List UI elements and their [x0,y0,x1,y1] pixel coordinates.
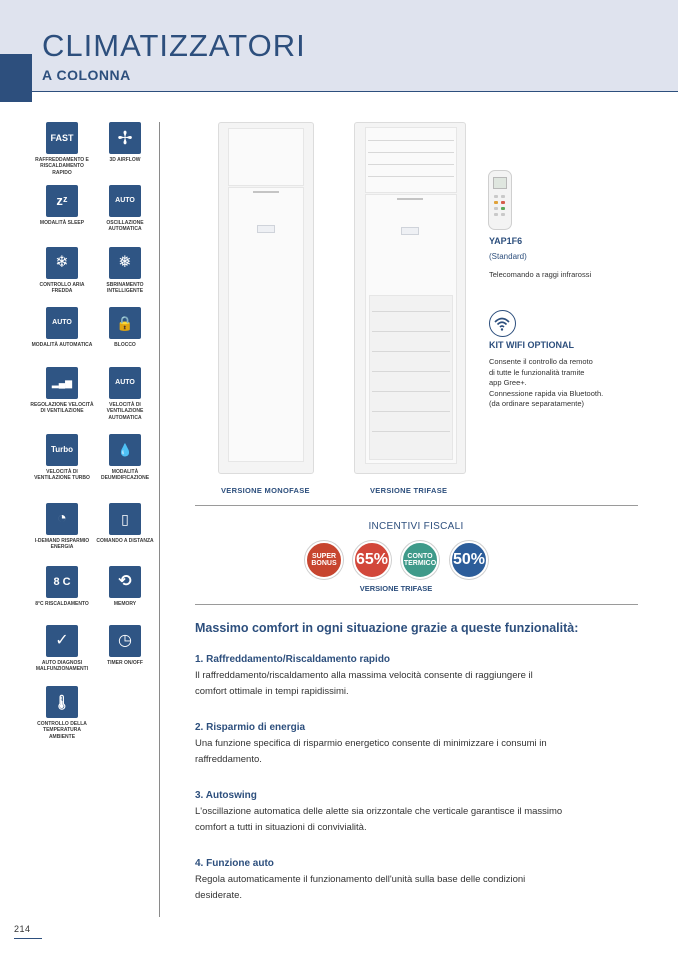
function-title: 3. Autoswing [195,790,257,801]
function-title: 2. Risparmio di energia [195,722,306,733]
fan-speed-icon: ▂▄▆ [46,367,78,399]
header-divider [32,91,678,92]
function-text-line: Regola automaticamente il funzionamento dell'unità sulla base delle condizioni [195,874,526,885]
feature-label: 8°C RISCALDAMENTO [35,601,89,607]
remote-screen [493,177,507,189]
badge-50-percent: 50% [450,541,488,579]
wifi-desc-line: app Gree+. [489,378,527,387]
functions-heading: Massimo comfort in ogni situazione grazie a queste funzionalità: [195,621,579,635]
badge-65-percent: 65% [353,541,391,579]
feature-label: VELOCITÀ DI VENTILAZIONE TURBO [34,469,90,482]
auto-mode-icon: AUTO [46,307,78,339]
wifi-desc-line: di tutte le funzionalità tramite [489,367,585,377]
feature-i-demand [30,503,94,551]
remote-type: (Standard) [489,252,527,261]
incentives-title: INCENTIVI FISCALI [368,521,464,532]
feature-label: MODALITÀ AUTOMATICA [31,342,93,348]
feature-8c-heating [30,566,94,607]
feature-label: MODALITÀ DEUMIDIFICAZIONE [100,469,150,482]
feature-turbo [30,434,94,482]
feature-label: VELOCITÀ DI VENTILAZIONE AUTOMATICA [106,402,144,421]
wifi-desc-line: Consente il controllo da remoto [489,357,593,366]
badge-conto-termico: CONTO TERMICO [401,541,439,579]
feature-label: COMANDO A DISTANZA [96,538,154,544]
feature-lock [93,307,157,348]
feature-label: AUTO DIAGNOSI MALFUNZIONAMENTI [35,660,89,673]
unit-top-grille [365,127,457,193]
remote-model: YAP1F6 [489,236,523,246]
function-text [195,668,640,700]
unit-monofase-label: VERSIONE MONOFASE [221,486,310,495]
function-text-line: comfort ottimale in tempi rapidissimi. [195,686,349,697]
function-text [195,736,640,768]
feature-thermometer [30,686,94,740]
feature-auto-diagnosis [30,625,94,673]
unit-display [257,225,275,233]
auto-diagnosis-icon: ✓ [46,625,78,657]
feature-fan-speed [30,367,94,415]
feature-label: I-DEMAND RISPARMIO ENERGIA [34,538,90,551]
feature-label: 3D AIRFLOW [109,157,141,163]
feature-auto-mode [30,307,94,348]
feature-timer [93,625,157,666]
page-subtitle: A COLONNA [42,67,131,83]
feature-label: CONTROLLO ARIA FREDDA [39,282,85,295]
function-title: 4. Funzione auto [195,858,274,869]
turbo-icon: Turbo [46,434,78,466]
remote-description: Telecomando a raggi infrarossi [489,270,592,279]
feature-fast [30,122,94,176]
sleep-icon: zᶻ [46,185,78,217]
feature-auto-fan [93,367,157,421]
thermometer-icon: 🌡 [46,686,78,718]
page-number-underline [14,938,42,939]
unit-logo [253,191,279,193]
wifi-kit-title: KIT WIFI OPTIONAL [489,340,574,350]
unit-monofase-image [218,122,314,474]
function-title: 1. Raffreddamento/Riscaldamento rapido [195,654,391,665]
unit-trifase-image [354,122,466,474]
remote-control-icon: ▯ [109,503,141,535]
defrost-icon: ❅ [109,247,141,279]
unit-lower-grille [369,295,453,460]
section-divider [195,505,638,506]
function-text-line: raffreddamento. [195,754,262,765]
cold-air-icon: ❄ [46,247,78,279]
feature-auto-swing [93,185,157,233]
feature-remote-control [93,503,157,544]
auto-fan-icon: AUTO [109,367,141,399]
auto-swing-icon: AUTO [109,185,141,217]
feature-defrost [93,247,157,295]
feature-label: REGOLAZIONE VELOCITÀ DI VENTILAZIONE [30,402,94,415]
wifi-desc-line: Connessione rapida via Bluetooth. [489,388,604,398]
feature-memory [93,566,157,607]
feature-label: RAFFREDDAMENTO E RISCALDAMENTO RAPIDO [35,157,89,176]
badge-super-bonus: SUPER BONUS [305,541,343,579]
fast-icon: FAST [46,122,78,154]
timer-icon: ◷ [109,625,141,657]
feature-label: CONTROLLO DELLA TEMPERATURA AMBIENTE [37,721,87,740]
feature-label: OSCILLAZIONE AUTOMATICA [106,220,144,233]
feature-label: MODALITÀ SLEEP [39,220,85,226]
page-number: 214 [14,924,31,934]
unit-display [401,227,419,235]
incentives-version: VERSIONE TRIFASE [359,584,433,593]
feature-cold-air [30,247,94,295]
wifi-desc-line: (da ordinare separatamente) [489,399,585,408]
function-text [195,872,640,904]
wifi-icon [489,310,516,337]
dehumidify-icon: 💧 [109,434,141,466]
wifi-kit-description [489,357,639,410]
unit-top-panel [228,128,304,186]
lock-icon: 🔒 [109,307,141,339]
unit-logo [397,198,423,200]
8c-heating-icon: 8 C [46,566,78,598]
feature-label: BLOCCO [114,342,136,348]
function-text-line: Il raffreddamento/riscaldamento alla massima velocità consente di raggiungere il [195,670,533,681]
section-divider [195,604,638,605]
header-accent-block [0,54,32,102]
i-demand-icon: ◔ [46,503,78,535]
feature-label: TIMER ON/OFF [107,660,143,666]
remote-control-image [488,170,512,230]
function-text-line: comfort a tutti in situazioni di convivialità. [195,822,367,833]
3d-airflow-icon: ✢ [109,122,141,154]
feature-dehumidify [93,434,157,482]
feature-sleep [30,185,94,226]
feature-3d-airflow [93,122,157,163]
page-title: CLIMATIZZATORI [42,28,306,63]
sidebar-divider [159,122,160,917]
function-text-line: Una funzione specifica di risparmio energetico consente di minimizzare i consumi in [195,738,547,749]
memory-icon: ⟲ [109,566,141,598]
function-text-line: L'oscillazione automatica delle alette sia orizzontale che verticale garantisce il massimo [195,806,563,817]
unit-trifase-label: VERSIONE TRIFASE [370,486,448,495]
function-text [195,804,640,836]
feature-label: SBRINAMENTO INTELLIGENTE [106,282,144,295]
function-text-line: desiderate. [195,890,243,901]
feature-label: MEMORY [113,601,137,607]
